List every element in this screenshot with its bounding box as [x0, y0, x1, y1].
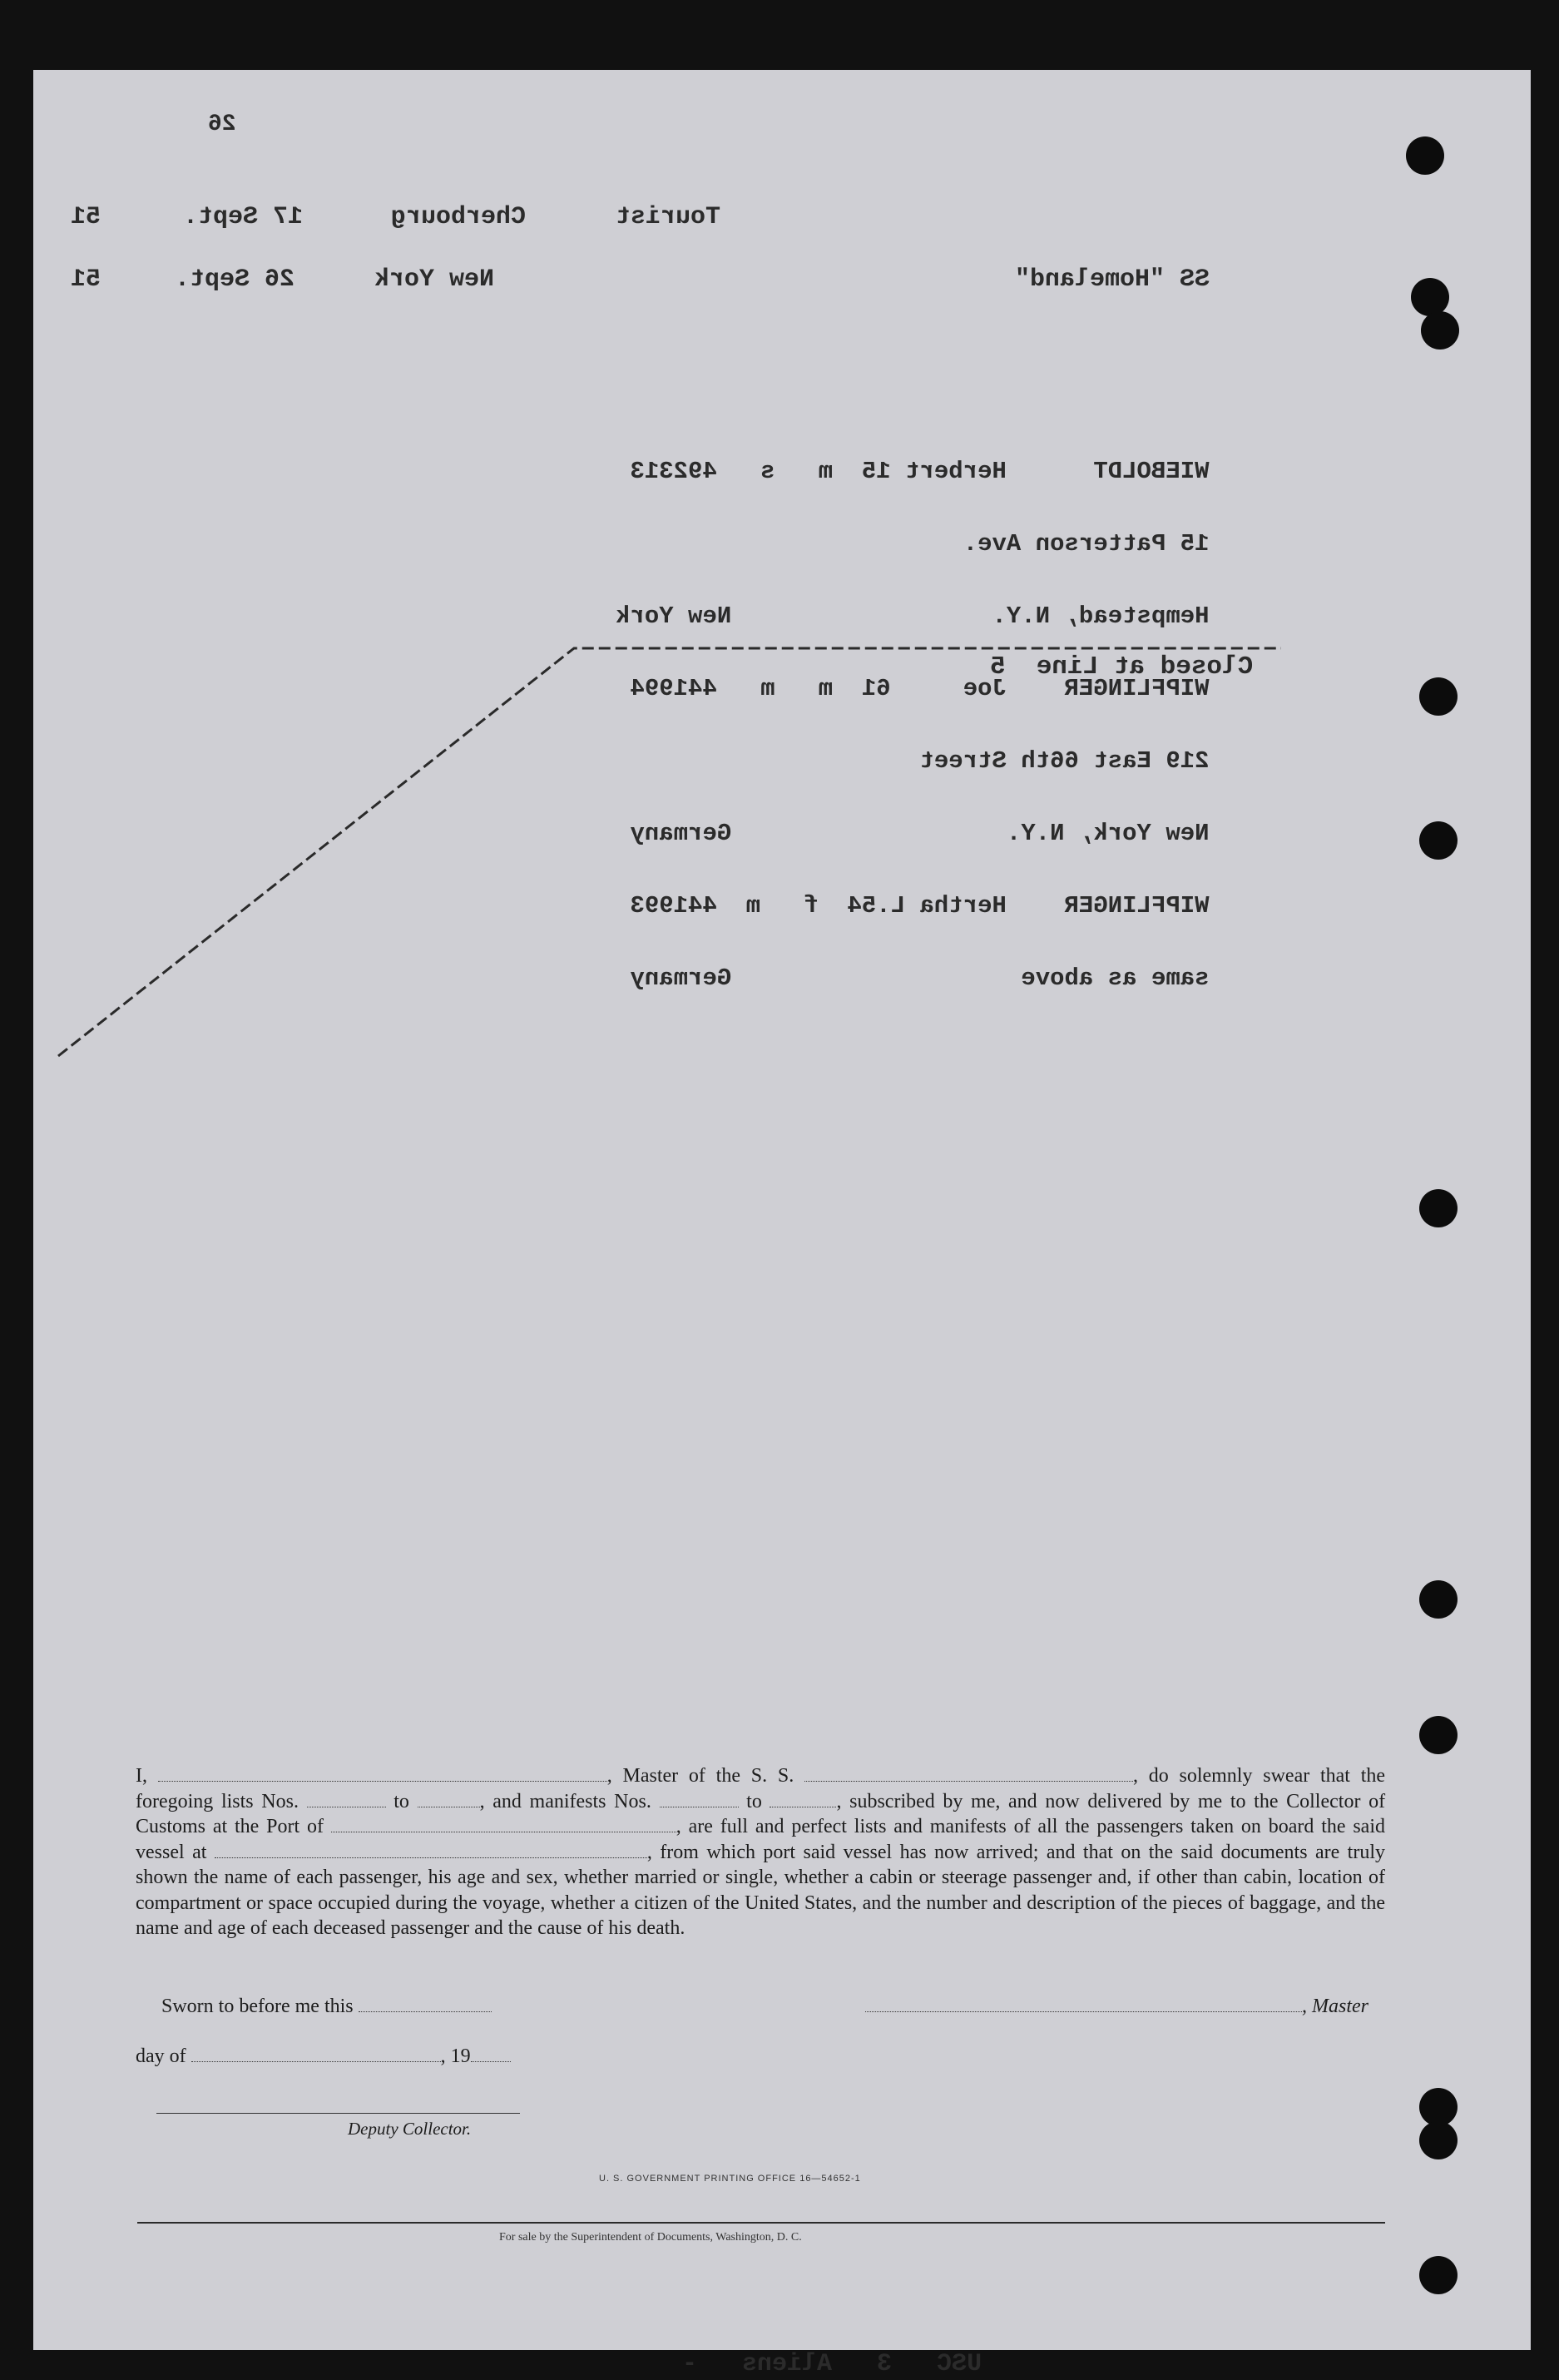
gpo-imprint: U. S. GOVERNMENT PRINTING OFFICE 16—54652-1 [599, 2174, 861, 2184]
entry-line: WIPFLINGER Hertha L.54 f m 441993 [630, 892, 1210, 920]
binder-hole [1411, 278, 1449, 316]
manifest-from-blank [660, 1806, 739, 1807]
binder-hole [1419, 2256, 1458, 2294]
page-number: 26 [208, 112, 236, 137]
list-to-blank [418, 1806, 480, 1807]
entry-line: New York, N.Y. Germany [630, 820, 1210, 847]
departure-port: Cherbourg [391, 203, 527, 231]
departure-year: 51 [71, 203, 101, 231]
day-of-line: day of , 19 [136, 2044, 511, 2070]
closed-at-line: Closed at Line 5 [990, 652, 1254, 682]
list-from-blank [307, 1806, 386, 1807]
closing-dash-line [33, 70, 1531, 1152]
arrival-date: 26 Sept. [175, 265, 295, 294]
oath-paragraph: I, , Master of the S. S. , do solemnly swear that the foregoing lists Nos. to , and manifests Nos. to , subscribed by me, and now delivered by me to the Collector of Customs at the Port of , are full and perfect lists and manifests of all the passengers taken on board the said vessel at , from which port said vessel has now arrived; and that on the said documents are truly shown the name of each passenger, his age and sex, whether married or single, whether a cabin or steerage passenger and, if other than cabin, location of compartment or space occupied during the voyage, whether a citizen of the United States, and the number and description of the pieces of baggage, and the name and age of each deceased passenger and the cause of his death. [136, 1765, 1386, 1939]
entry-line: 15 Patterson Ave. [963, 530, 1210, 558]
arrival-year: 51 [71, 265, 101, 294]
bottom-stamp: USC 3 Aliens - [682, 2350, 982, 2378]
master-name-blank [158, 1780, 607, 1782]
manifest-page [33, 70, 1531, 2378]
binder-hole [1406, 136, 1444, 175]
class-label: Tourist [616, 203, 721, 231]
vessel-port-blank [215, 1857, 647, 1858]
entry-line: Hempstead, N.Y. New York [616, 602, 1210, 630]
entry-line: same as above Germany [630, 964, 1210, 992]
binder-hole [1421, 311, 1459, 350]
binder-hole [1419, 821, 1458, 860]
entry-line: WIPFLINGER Joe 61 m m 441994 [630, 675, 1210, 702]
arrival-port: New York [374, 265, 495, 294]
deputy-signature-line [156, 2113, 520, 2114]
sworn-day-blank [359, 2011, 492, 2012]
footer-rule [137, 2222, 1385, 2224]
departure-date: 17 Sept. [183, 203, 304, 231]
ship-name-blank [804, 1780, 1133, 1782]
manifest-to-blank [770, 1806, 836, 1807]
sale-notice: For sale by the Superintendent of Documents, Washington, D. C. [499, 2231, 802, 2244]
entry-line: 219 East 66th Street [919, 747, 1210, 775]
ship-name: SS "Homeland" [1015, 265, 1210, 294]
binder-hole [1419, 677, 1458, 716]
binder-hole [1419, 1716, 1458, 1754]
day-of-blank [191, 2060, 441, 2062]
entry-line: WIEBOLDT Herbert 15 m s 492313 [630, 458, 1210, 485]
master-signature-blank [865, 2011, 1302, 2012]
port-blank [331, 1831, 676, 1832]
master-signature: , Master [865, 1994, 1368, 2020]
year-blank [471, 2060, 511, 2062]
deputy-collector-label: Deputy Collector. [348, 2119, 472, 2139]
binder-hole [1419, 1580, 1458, 1619]
binder-hole [1419, 2121, 1458, 2159]
sworn-label: Sworn to before me this [161, 1994, 492, 2020]
binder-hole [1419, 1189, 1458, 1227]
